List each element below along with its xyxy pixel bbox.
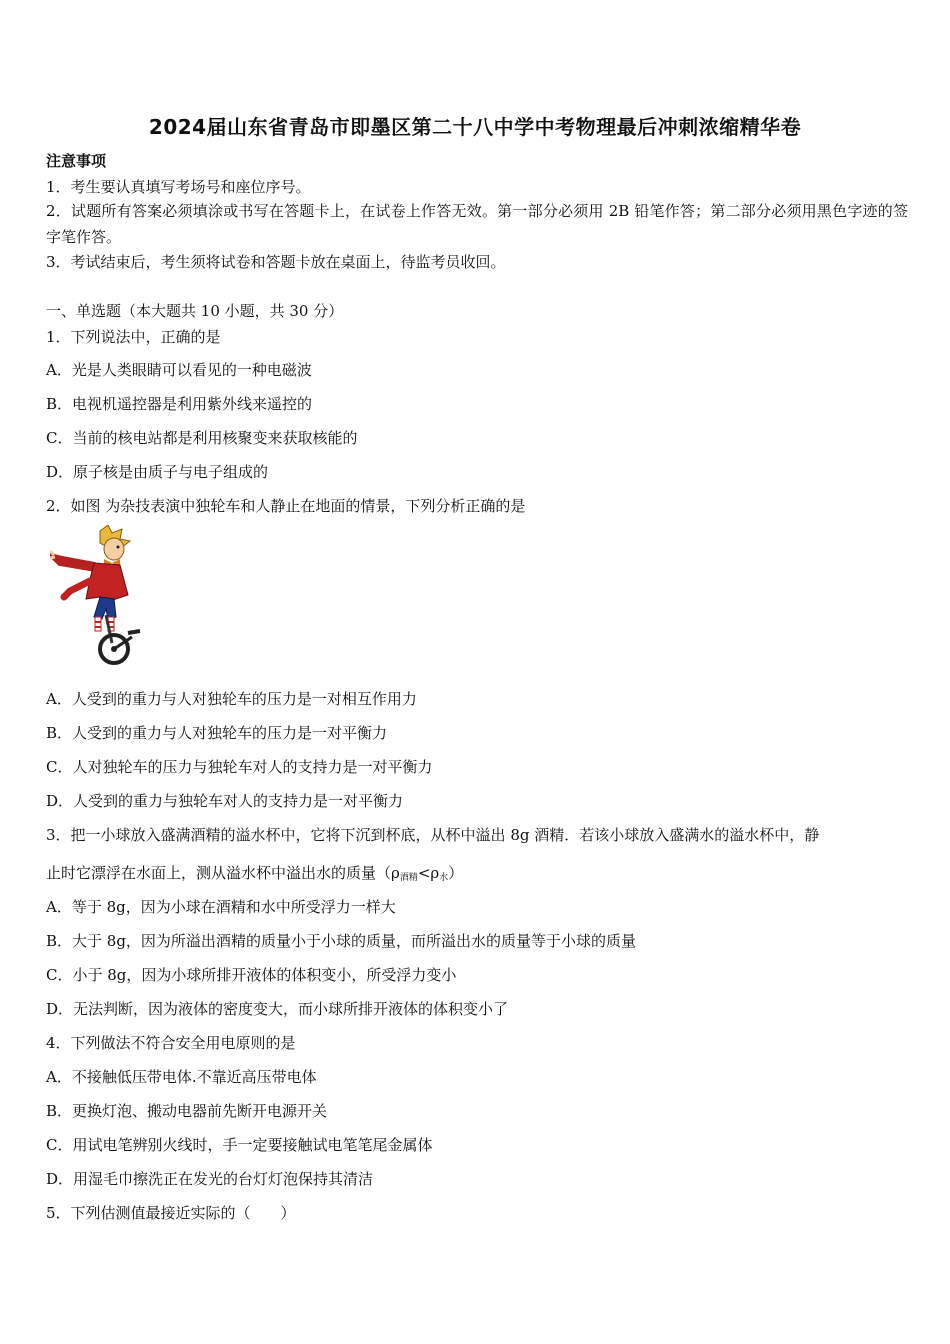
section-heading: 一、单选题（本大题共 10 小题，共 30 分）: [46, 302, 344, 320]
question-4-option-a: A．不接触低压带电体.不靠近高压带电体: [46, 1068, 317, 1086]
question-3-stem-line2: 止时它漂浮在水面上，测从溢水杯中溢出水的质量$(\rho_{酒精}<\rho_水)$: [46, 864, 464, 883]
question-4-option-b: B．更换灯泡、搬动电器前先断开电源开关: [46, 1102, 328, 1120]
question-2-option-b: B．人受到的重力与人对独轮车的压力是一对平衡力: [46, 724, 388, 742]
question-1-stem: 1．下列说法中，正确的是: [46, 328, 221, 346]
question-3-stem-line1: 3．把一小球放入盛满酒精的溢水杯中，它将下沉到杯底，从杯中溢出 8g 酒精．若该小球放入盛满水的溢水杯中，静: [46, 826, 820, 844]
question-1-option-b: B．电视机遥控器是利用紫外线来遥控的: [46, 395, 313, 413]
unicycle-figure: [50, 525, 150, 667]
notice-item-1: 1．考生要认真填写考场号和座位序号。: [46, 178, 311, 196]
question-4-option-c: C．用试电笔辨别火线时，手一定要接触试电笔笔尾金属体: [46, 1136, 433, 1154]
question-1-option-a: A．光是人类眼睛可以看见的一种电磁波: [46, 361, 312, 379]
question-2-option-d: D．人受到的重力与独轮车对人的支持力是一对平衡力: [46, 792, 404, 810]
question-1-option-d: D．原子核是由质子与电子组成的: [46, 463, 269, 481]
notice-item-2: 2．试题所有答案必须填涂或书写在答题卡上，在试卷上作答无效。第一部分必须用 2B 铅笔作答；第二部分必须用黑色字迹的签字笔作答。: [46, 202, 908, 246]
question-3-option-a: A．等于 8g，因为小球在酒精和水中所受浮力一样大: [46, 898, 396, 916]
question-4-stem: 4．下列做法不符合安全用电原则的是: [46, 1034, 296, 1052]
question-2-option-c: C．人对独轮车的压力与独轮车对人的支持力是一对平衡力: [46, 758, 433, 776]
question-4-option-d: D．用湿毛巾擦洗正在发光的台灯灯泡保持其清洁: [46, 1170, 374, 1188]
notice-item-3: 3．考试结束后，考生须将试卷和答题卡放在桌面上，待监考员收回。: [46, 253, 506, 271]
question-3-option-b: B．大于 8g，因为所溢出酒精的质量小于小球的质量，而所溢出水的质量等于小球的质量: [46, 932, 636, 950]
question-1-option-c: C．当前的核电站都是利用核聚变来获取核能的: [46, 429, 358, 447]
notice-heading: 注意事项: [46, 152, 107, 170]
exam-title: 2024届山东省青岛市即墨区第二十八中学中考物理最后冲刺浓缩精华卷: [148, 115, 802, 139]
question-3-option-c: C．小于 8g，因为小球所排开液体的体积变小，所受浮力变小: [46, 966, 457, 984]
question-2-stem: 2．如图 为杂技表演中独轮车和人静止在地面的情景，下列分析正确的是: [46, 497, 526, 515]
question-2-option-a: A．人受到的重力与人对独轮车的压力是一对相互作用力: [46, 690, 417, 708]
question-5-stem: 5．下列估测值最接近实际的（ ）: [46, 1204, 296, 1222]
question-3-option-d: D．无法判断，因为液体的密度变大，而小球所排开液体的体积变小了: [46, 1000, 509, 1018]
